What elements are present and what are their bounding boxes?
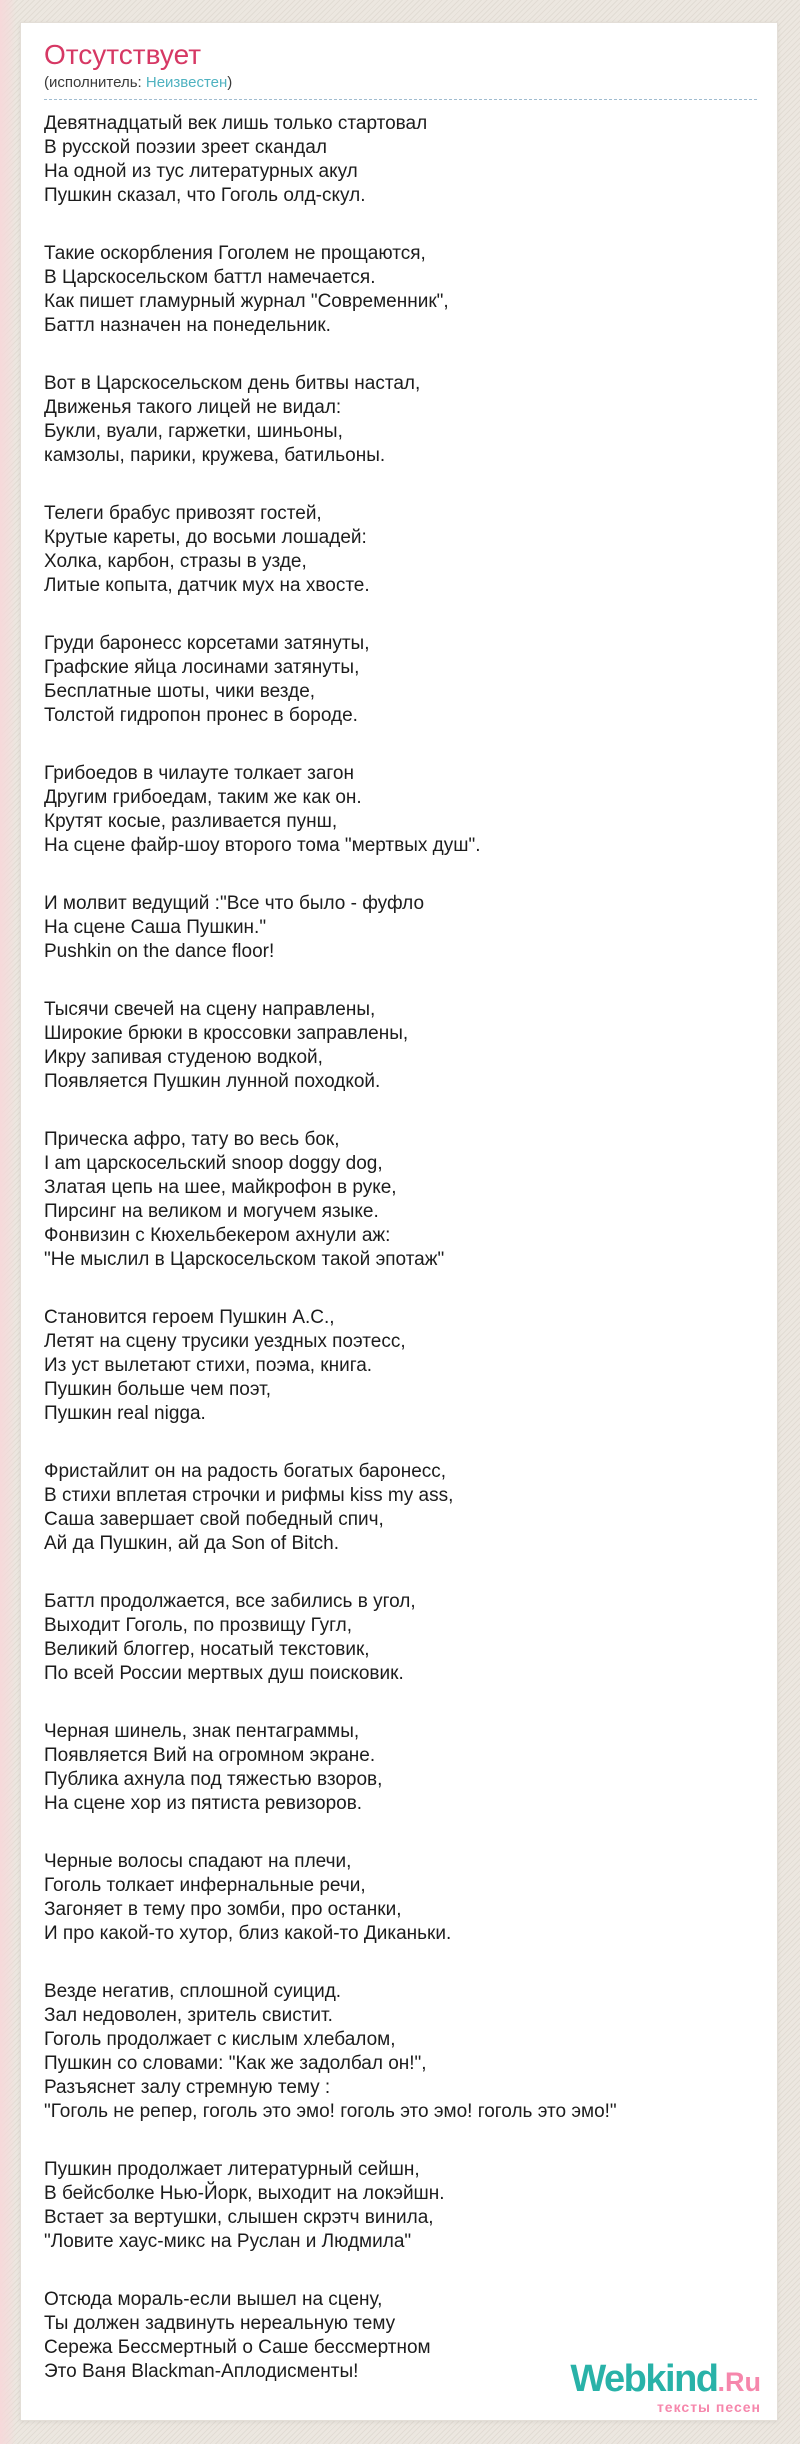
lyric-line: Великий блоггер, носатый текстовик,	[44, 1639, 370, 1660]
lyric-line: Тысячи свечей на сцену направлены,	[44, 999, 376, 1020]
lyric-line: Литые копыта, датчик мух на хвосте.	[44, 575, 370, 596]
lyric-line: Из уст вылетают стихи, поэма, книга.	[44, 1355, 373, 1376]
lyric-line: Это Ваня Blackman-Аплодисменты!	[44, 2361, 359, 2382]
lyric-line: I am царскосельский snoop doggy dog,	[44, 1153, 383, 1174]
lyric-line: Грибоедов в чилауте толкает загон	[44, 763, 354, 784]
lyric-line: Зал недоволен, зритель свистит.	[44, 2005, 333, 2026]
lyric-line: Крутые кареты, до восьми лошадей:	[44, 527, 367, 548]
lyric-line: И молвит ведущий :"Все что было - фуфло	[44, 893, 425, 914]
lyric-line: Черная шинель, знак пентаграммы,	[44, 1721, 360, 1742]
lyric-line: камзолы, парики, кружева, батильоны.	[44, 445, 386, 466]
lyric-line: Баттл назначен на понедельник.	[44, 315, 331, 336]
lyric-line: Пушкин больше чем поэт,	[44, 1379, 272, 1400]
artist-label-prefix: (исполнитель:	[44, 74, 146, 91]
stanza	[44, 632, 757, 728]
lyric-line: В русской поэзии зреет скандал	[44, 137, 327, 158]
stanza	[44, 1850, 757, 1946]
stanza	[44, 1306, 757, 1426]
lyric-line: На сцене Саша Пушкин."	[44, 917, 267, 938]
stanza	[44, 242, 757, 338]
stanza	[44, 1128, 757, 1272]
stanza	[44, 2158, 757, 2254]
lyric-line: Становится героем Пушкин А.С.,	[44, 1307, 335, 1328]
lyric-line: Икру запивая студеною водкой,	[44, 1047, 323, 1068]
artist-link[interactable]: Неизвестен	[145, 74, 228, 91]
lyric-line: Загоняет в тему про зомби, про останки,	[44, 1899, 402, 1920]
lyric-line: Публика ахнула под тяжестью взоров,	[44, 1769, 383, 1790]
lyric-line: "Гоголь не репер, гоголь это эмо! гоголь это эмо! гоголь это эмо!"	[44, 2101, 617, 2122]
lyric-line: Ты должен задвинуть нереальную тему	[44, 2313, 396, 2334]
lyric-line: По всей России мертвых душ поисковик.	[44, 1663, 404, 1684]
lyric-line: Прическа афро, тату во весь бок,	[44, 1129, 340, 1150]
lyric-line: Саша завершает свой победный спич,	[44, 1509, 384, 1530]
webkind-logo-main: Webkind	[570, 2358, 718, 2400]
webkind-logo-wordmark	[570, 2360, 761, 2398]
lyric-line: Пирсинг на великом и могучем языке.	[44, 1201, 379, 1222]
webkind-logo-suffix: .Ru	[717, 2367, 761, 2397]
lyric-line: Разъяснет залу стремную тему :	[44, 2077, 331, 2098]
lyric-line: Фристайлит он на радость богатых баронесс,	[44, 1461, 447, 1482]
lyric-line: Букли, вуали, гаржетки, шиньоны,	[44, 421, 343, 442]
lyrics-text	[44, 100, 757, 2384]
stanza	[44, 1460, 757, 1556]
lyric-line: Фонвизин с Кюхельбекером ахнули аж:	[44, 1225, 391, 1246]
stanza	[44, 1590, 757, 1686]
lyric-line: В Царскосельском баттл намечается.	[44, 267, 376, 288]
lyric-line: Холка, карбон, стразы в узде,	[44, 551, 307, 572]
lyric-line: Телеги брабус привозят гостей,	[44, 503, 322, 524]
lyric-line: И про какой-то хутор, близ какой-то Диканьки.	[44, 1923, 452, 1944]
page-left-pink-edge	[0, 0, 16, 2444]
lyric-line: Гоголь продолжает с кислым хлебалом,	[44, 2029, 396, 2050]
webkind-logo[interactable]	[570, 2360, 761, 2414]
lyric-line: Пушкин real nigga.	[44, 1403, 206, 1424]
lyric-line: Сережа Бессмертный о Саше бессмертном	[44, 2337, 431, 2358]
stanza	[44, 892, 757, 964]
lyric-line: Везде негатив, сплошной суицид.	[44, 1981, 342, 2002]
stanza	[44, 762, 757, 858]
lyric-line: Широкие брюки в кроссовки заправлены,	[44, 1023, 409, 1044]
lyric-line: На одной из тус литературных акул	[44, 161, 358, 182]
song-title: Отсутствует	[44, 39, 202, 70]
lyric-line: Вот в Царскосельском день битвы настал,	[44, 373, 421, 394]
stanza	[44, 112, 757, 208]
lyric-line: Летят на сцену трусики уездных поэтесс,	[44, 1331, 406, 1352]
lyric-line: Выходит Гоголь, по прозвищу Гугл,	[44, 1615, 353, 1636]
lyric-line: Отсюда мораль-если вышел на сцену,	[44, 2289, 383, 2310]
lyric-line: Груди баронесс корсетами затянуты,	[44, 633, 370, 654]
lyric-line: Гоголь толкает инфернальные речи,	[44, 1875, 366, 1896]
stanza	[44, 998, 757, 1094]
lyric-line: Движенья такого лицей не видал:	[44, 397, 342, 418]
lyric-line: Такие оскорбления Гоголем не прощаются,	[44, 243, 426, 264]
lyric-line: Пушкин продолжает литературный сейшн,	[44, 2159, 420, 2180]
content-card	[20, 22, 778, 2421]
webkind-logo-tagline: тексты песен	[656, 2399, 761, 2415]
lyric-line: Баттл продолжается, все забились в угол,	[44, 1591, 416, 1612]
lyric-line: Pushkin on the dance floor!	[44, 941, 275, 962]
lyric-line: Другим грибоедам, таким же как он.	[44, 787, 362, 808]
lyric-line: "Ловите хаус-микс на Руслан и Людмила"	[44, 2231, 412, 2252]
lyric-line: Появляется Вий на огромном экране.	[44, 1745, 376, 1766]
artist-line	[44, 73, 757, 100]
lyric-line: Пушкин сказал, что Гоголь олд-скул.	[44, 185, 366, 206]
lyric-line: Встает за вертушки, слышен скрэтч винила,	[44, 2207, 434, 2228]
lyric-line: В бейсболке Нью-Йорк, выходит на локэйшн.	[44, 2183, 445, 2204]
lyric-line: Как пишет гламурный журнал "Современник",	[44, 291, 449, 312]
lyric-line: Пушкин со словами: "Как же задолбал он!",	[44, 2053, 427, 2074]
lyric-line: Златая цепь на шее, майкрофон в руке,	[44, 1177, 397, 1198]
lyric-line: Появляется Пушкин лунной походкой.	[44, 1071, 381, 1092]
lyric-line: "Не мыслил в Царскосельском такой эпотаж"	[44, 1249, 445, 1270]
lyric-line: Черные волосы спадают на плечи,	[44, 1851, 352, 1872]
lyric-line: Толстой гидропон пронес в бороде.	[44, 705, 358, 726]
artist-label-suffix: )	[227, 74, 233, 91]
stanza	[44, 1980, 757, 2124]
lyric-line: На сцене хор из пятиста ревизоров.	[44, 1793, 363, 1814]
lyric-line: Графские яйца лосинами затянуты,	[44, 657, 360, 678]
stanza	[44, 372, 757, 468]
stanza	[44, 502, 757, 598]
lyric-line: Ай да Пушкин, ай да Son of Bitch.	[44, 1533, 339, 1554]
lyric-line: Крутят косые, разливается пунш,	[44, 811, 338, 832]
stanza	[44, 1720, 757, 1816]
lyric-line: В стихи вплетая строчки и рифмы kiss my ass,	[44, 1485, 454, 1506]
lyric-line: Девятнадцатый век лишь только стартовал	[44, 113, 428, 134]
lyric-line: Бесплатные шоты, чики везде,	[44, 681, 316, 702]
lyric-line: На сцене файр-шоу второго тома "мертвых душ".	[44, 835, 481, 856]
